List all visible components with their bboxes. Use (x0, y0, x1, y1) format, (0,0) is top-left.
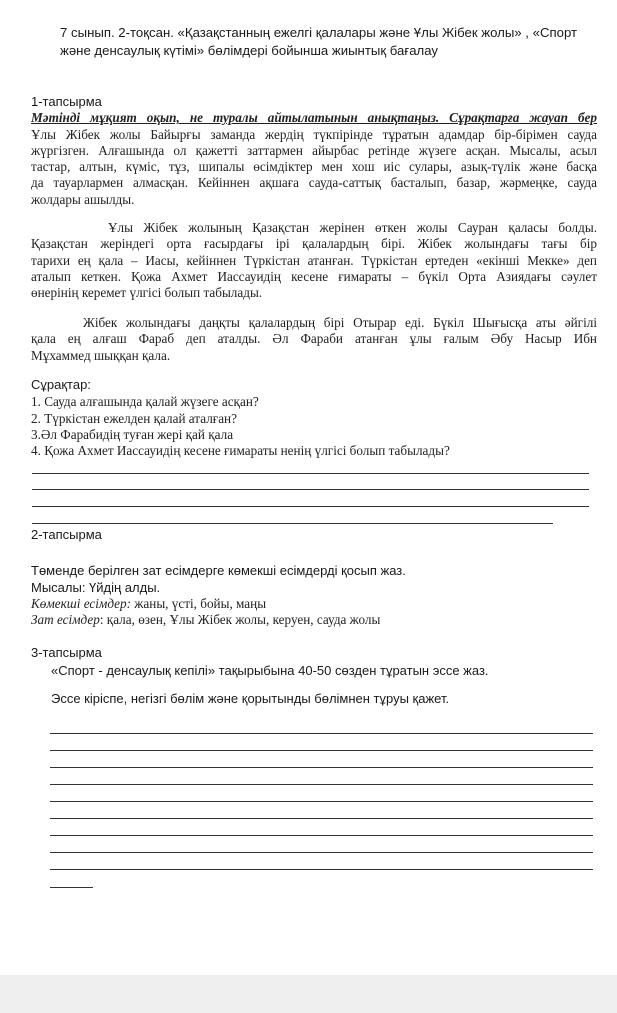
paragraph-line: тарихи ең қала – Иасы, кейіннен Түркістан атанған. Түркістан ертеден «екінші Мекке» деп (31, 252, 597, 268)
paragraph-line: Жібек жолындағы даңқты қалалардың бірі Отырар еді. Бүкіл Шығысқа аты әйгілі (83, 315, 597, 330)
paragraph-line: Ұлы Жібек жолы Байырғы заманда жердің түкпірінде тұратын адамдар бір-бірімен сауда (31, 126, 597, 142)
questions-title: Сұрақтар: (31, 377, 91, 392)
paragraph-line: да тауарлармен алмасқан. Кейіннен ақшаға сауда-саттық басталып, базар, жәрмеңке, сауда (31, 175, 597, 191)
essay-line[interactable] (50, 767, 593, 768)
task3-title: 3-тапсырма (31, 645, 102, 660)
paragraph-line: өнерінің керемет үлгісі болып табылады. (31, 285, 263, 301)
page-bottom-margin (0, 975, 617, 1013)
question-item: 3.Әл Фарабидің туған жері қай қала (31, 426, 234, 442)
task3-section (31, 645, 597, 661)
paragraph-line: аталып кеткен. Қожа Ахмет Иассауидің кесене ғимараты – бүкіл Орта Азиядағы сәулет (31, 268, 597, 284)
task1-instruction: Мәтінді мұқият оқып, не туралы айтылатынын анықтаңыз. Сұрақтарға жауап бер (31, 110, 597, 126)
paragraph-line: жүргізген. Алғашында ол қажетті заттармен айырбас ретінде жүзеге асқан. Мысалы, асыл (31, 142, 597, 158)
task2-title: 2-тапсырма (31, 527, 102, 542)
essay-line[interactable] (50, 869, 593, 870)
noun-label: Зат есімдер (31, 612, 100, 628)
worksheet-header (60, 24, 595, 60)
paragraph-line: Қазақстан жеріндегі орта ғасырдағы ірі қалалардың бірі. Жібек жолындағы тағы бір (31, 236, 597, 252)
essay-line[interactable] (50, 733, 593, 734)
essay-line[interactable] (50, 818, 593, 819)
task1-title: 1-тапсырма (31, 94, 102, 109)
task2-instruction: Төменде берілген зат есімдерге көмекші есімдерді қосып жаз. (31, 563, 406, 578)
task1-paragraph-3 (31, 315, 597, 364)
helper-words-row (31, 596, 597, 612)
helper-words: жаны, үсті, бойы, маңы (131, 596, 267, 611)
answer-line[interactable] (32, 473, 589, 474)
task1-paragraph-2 (31, 220, 597, 301)
question-item: 4. Қожа Ахмет Иассауидің кесене ғимараты ненің үлгісі болып табылады? (31, 443, 450, 459)
task2-body (31, 562, 597, 596)
answer-line[interactable] (32, 489, 589, 490)
essay-line[interactable] (50, 801, 593, 802)
essay-line[interactable] (50, 835, 593, 836)
paragraph-line: тастар, алтын, күміс, тұз, шипалы өсімдіктер мен хош иіс сулары, азық-түлік және басқа (31, 159, 597, 175)
paragraph-line: қала ең алғаш Фараб деп аталды. Әл Фараби атанған ұлы ғалым Әбу Насыр Ибн (31, 331, 597, 347)
task2-words (31, 596, 597, 629)
noun-words: : қала, өзен, Ұлы Жібек жолы, керуен, сауда жолы (99, 612, 381, 628)
header-line-2: және денсаулық күтімі» бөлімдері бойынша жиынтық бағалау (60, 43, 439, 58)
paragraph-line: жолдары ашылды. (31, 191, 135, 207)
noun-words-row (31, 612, 597, 628)
answer-line[interactable] (32, 523, 553, 524)
essay-line[interactable] (50, 750, 593, 751)
essay-line[interactable] (50, 784, 593, 785)
task2-section (31, 527, 597, 543)
paragraph-line: Ұлы Жібек жолының Қазақстан жерінен өткен жолы Сауран қаласы болды. (108, 220, 597, 235)
task1-section (31, 94, 597, 208)
task1-paragraph-1 (31, 127, 597, 208)
task2-example: Мысалы: Үйдің алды. (31, 580, 161, 595)
task3-requirement: Эссе кіріспе, негізгі бөлім және қорытынды бөлімнен тұруы қажет. (51, 691, 450, 706)
header-line-1: 7 сынып. 2-тоқсан. «Қазақстанның ежелгі қалалары және Ұлы Жібек жолы» , «Спорт (60, 25, 578, 40)
question-item: 2. Түркістан ежелден қалай аталған? (31, 410, 237, 426)
helper-label: Көмекші есімдер: (31, 596, 131, 611)
answer-line[interactable] (32, 506, 589, 507)
essay-line[interactable] (50, 887, 93, 888)
essay-line[interactable] (50, 852, 593, 853)
task1-questions (31, 377, 597, 459)
task3-prompt: «Спорт - денсаулық кепілі» тақырыбына 40-50 сөзден тұратын эссе жаз. (51, 663, 489, 678)
paragraph-line: Мұхаммед шыққан қала. (31, 347, 171, 363)
question-item: 1. Сауда алғашында қалай жүзеге асқан? (31, 394, 259, 410)
